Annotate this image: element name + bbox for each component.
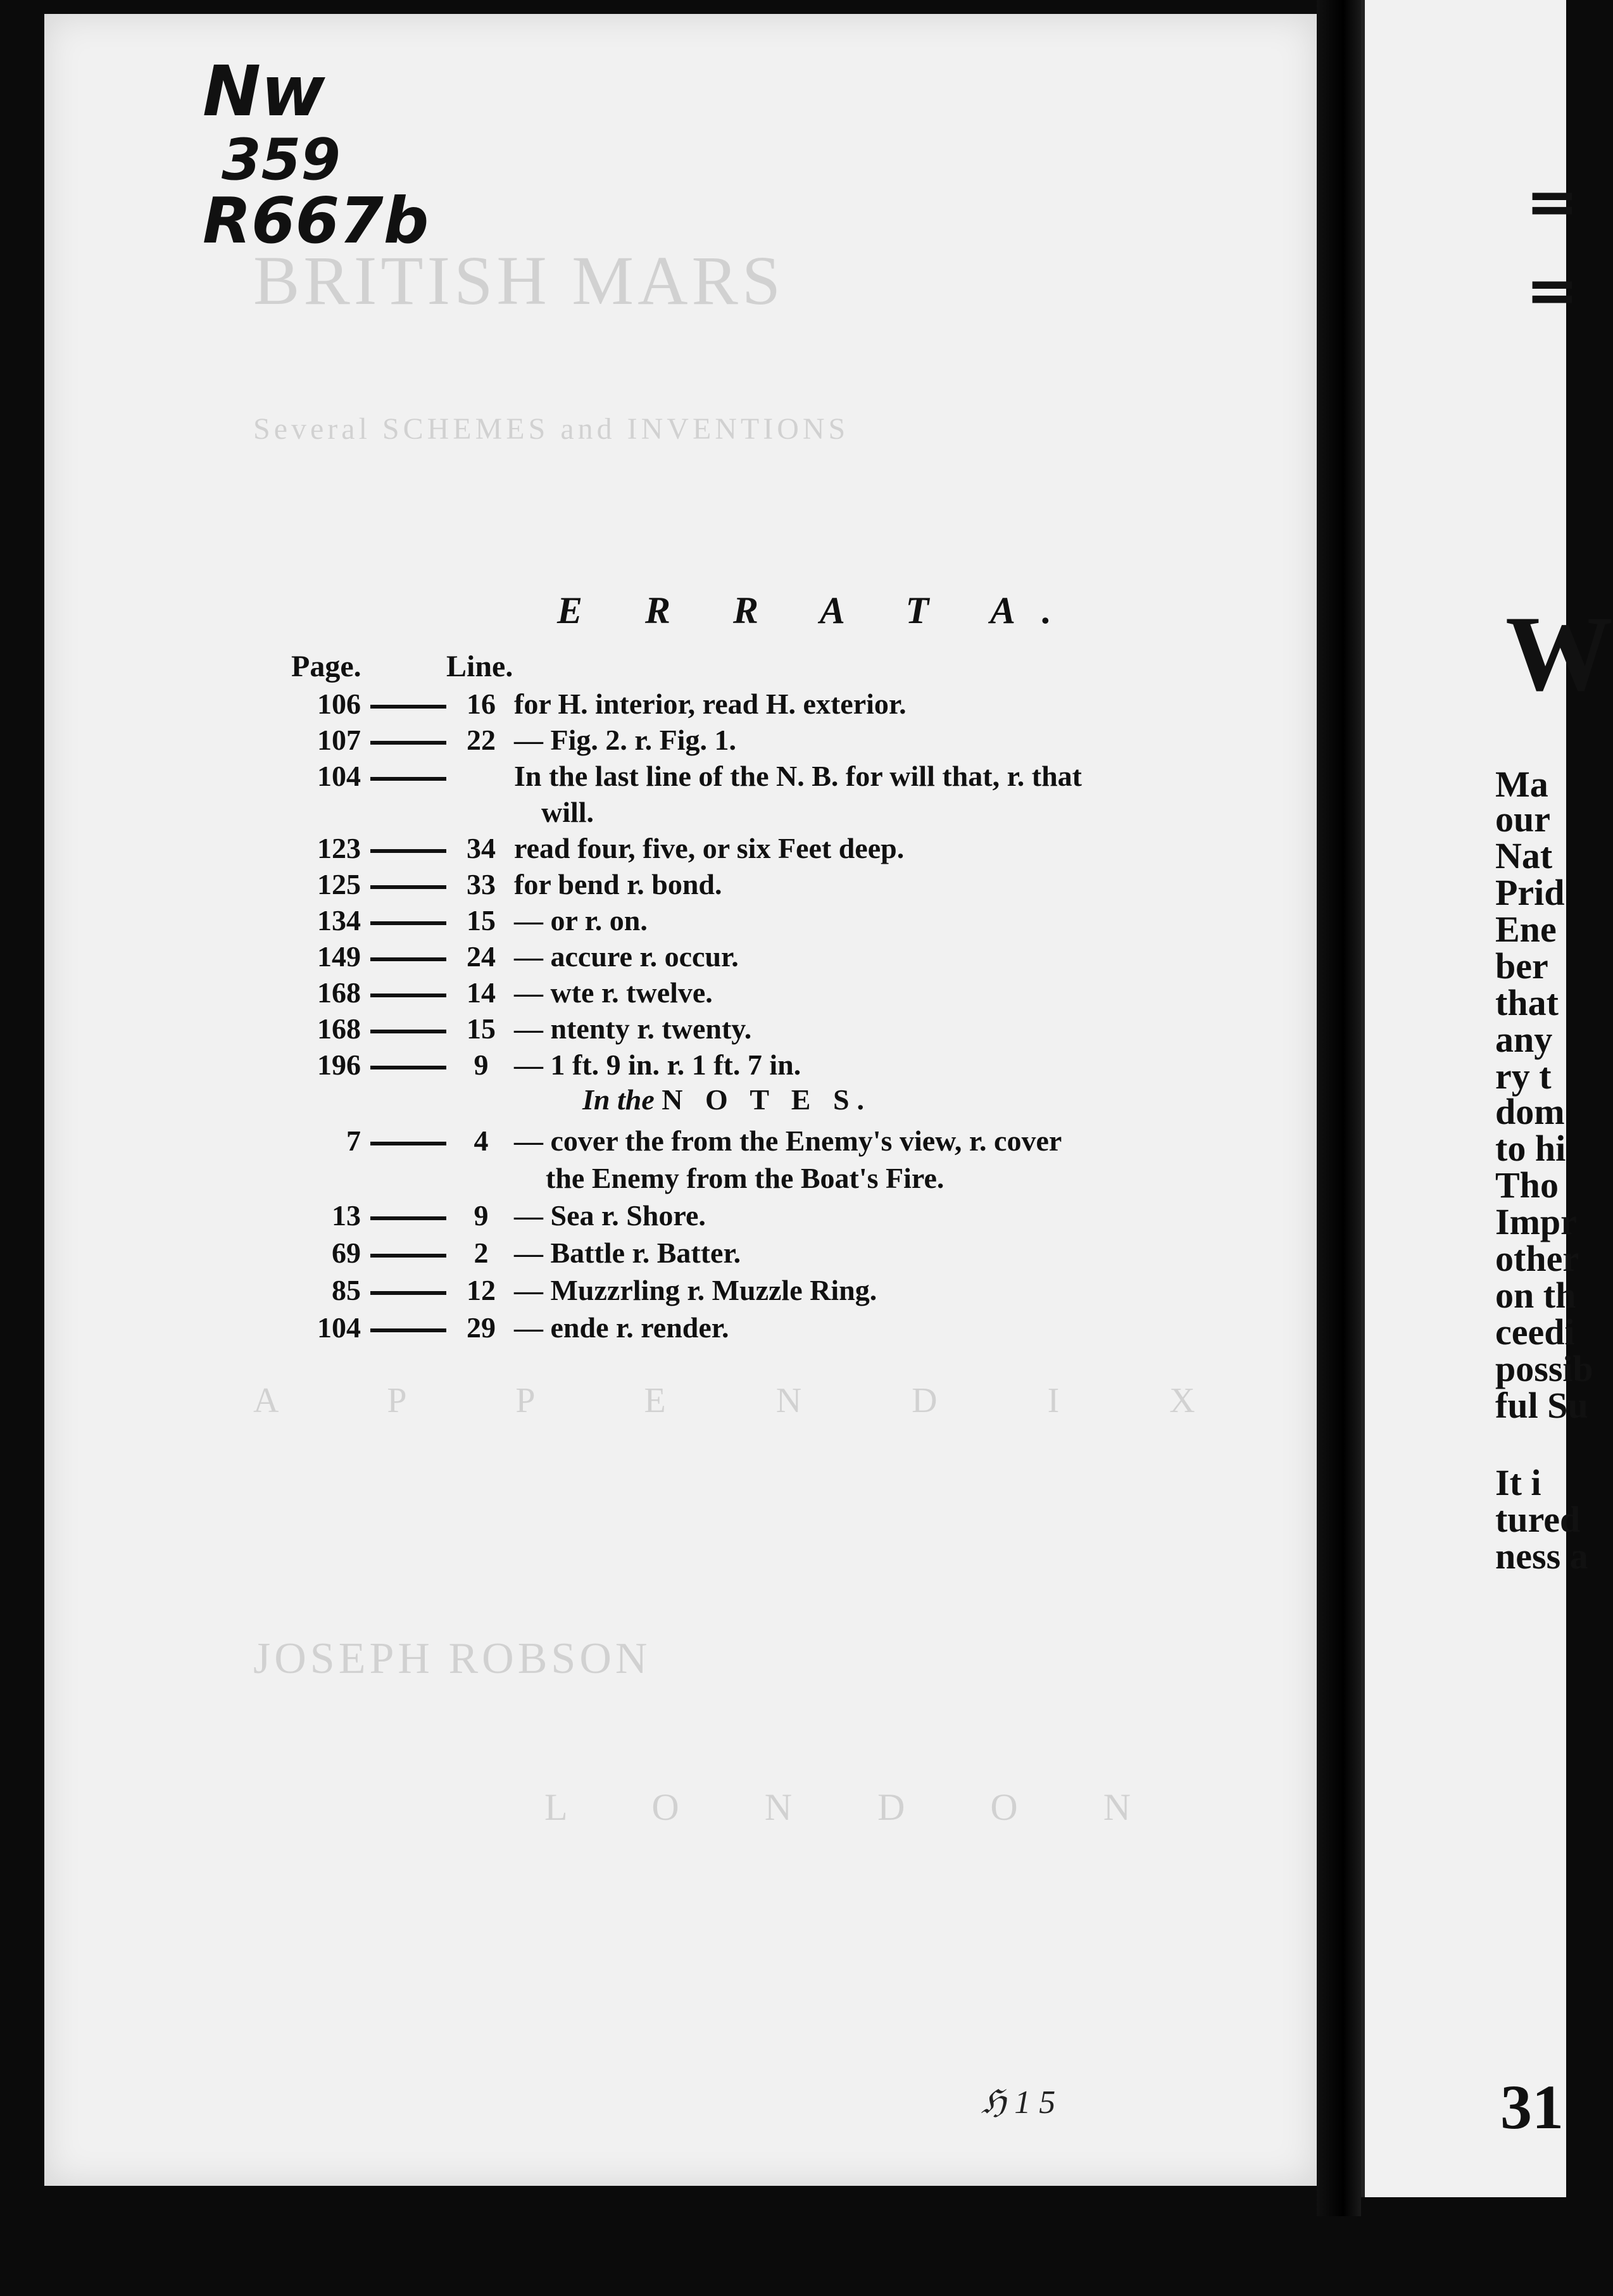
leader-rule <box>370 741 446 745</box>
right-page-line: on th <box>1495 1275 1576 1316</box>
leader-rule <box>370 1066 446 1069</box>
erratum-line: 24 <box>467 940 496 973</box>
right-page-number: 31 <box>1500 2072 1564 2142</box>
right-page-line: ful Su <box>1495 1385 1588 1426</box>
erratum-row <box>291 1273 1279 1310</box>
right-page-line: Tho <box>1495 1164 1559 1206</box>
right-page-line: ness a <box>1495 1536 1588 1577</box>
erratum-page: 69 <box>332 1237 361 1269</box>
erratum-correction: In the last line of the N. B. for will that, r. that <box>514 760 1082 792</box>
bleed-through-line: L O N D O N <box>544 1786 1169 1828</box>
erratum-page: 7 <box>346 1125 361 1157</box>
leader-rule <box>370 1216 446 1220</box>
erratum-page: 85 <box>332 1274 361 1306</box>
erratum-correction: for bend r. bond. <box>514 868 722 900</box>
leader-rule <box>370 777 446 781</box>
erratum-correction: — Battle r. Batter. <box>514 1237 741 1269</box>
leader-rule <box>370 957 446 961</box>
erratum-correction: will. <box>541 796 594 828</box>
right-page-line: Impr <box>1495 1201 1577 1242</box>
erratum-correction: — cover the from the Enemy's view, r. cover <box>514 1125 1062 1157</box>
erratum-line: 4 <box>474 1125 489 1157</box>
erratum-row <box>291 687 1279 724</box>
handwritten-shelfmark-3: R667b <box>203 184 429 258</box>
erratum-row <box>291 904 1279 940</box>
right-page-line: ry t <box>1495 1056 1552 1097</box>
rule-mark: = <box>1526 165 1579 239</box>
erratum-correction: — accure r. occur. <box>514 940 739 973</box>
right-page-line: Ma <box>1495 764 1548 805</box>
right-page-line: our <box>1495 798 1550 840</box>
line-column-header: Line. <box>446 650 513 683</box>
erratum-correction: the Enemy from the Boat's Fire. <box>546 1162 945 1194</box>
erratum-page: 104 <box>317 760 361 792</box>
right-page-line: Prid <box>1495 872 1565 913</box>
bleed-through-title: BRITISH MARS <box>253 242 785 319</box>
leader-rule <box>370 921 446 925</box>
right-page-line: possib <box>1495 1348 1593 1389</box>
leader-rule <box>370 993 446 997</box>
erratum-row <box>291 1161 1279 1198</box>
leader-rule <box>370 1030 446 1033</box>
erratum-line: 9 <box>474 1049 489 1081</box>
right-page-line: any <box>1495 1019 1553 1060</box>
right-page-line: It i <box>1495 1462 1541 1503</box>
leader-rule <box>370 849 446 853</box>
erratum-row <box>291 1236 1279 1273</box>
erratum-line: 34 <box>467 832 496 864</box>
erratum-page: 168 <box>317 976 361 1009</box>
erratum-row <box>291 940 1279 976</box>
erratum-page: 106 <box>317 688 361 720</box>
right-page-line: ber <box>1495 945 1548 987</box>
right-page-line: tured <box>1495 1499 1581 1540</box>
erratum-row <box>291 867 1279 904</box>
handwritten-shelfmark-1: Nw <box>203 51 325 132</box>
erratum-row <box>291 1124 1279 1161</box>
leader-rule <box>370 1291 446 1295</box>
right-page-line: Nat <box>1495 835 1553 876</box>
handwritten-shelfmark-2: 359 <box>222 127 341 193</box>
right-page-line: to hi <box>1495 1128 1566 1169</box>
notes-heading <box>582 1083 872 1116</box>
leader-rule <box>370 1328 446 1332</box>
erratum-line: 12 <box>467 1274 496 1306</box>
erratum-page: 107 <box>317 724 361 756</box>
erratum-correction: — Fig. 2. r. Fig. 1. <box>514 724 736 756</box>
erratum-row <box>291 1199 1279 1235</box>
erratum-line: 16 <box>467 688 496 720</box>
erratum-line: 14 <box>467 976 496 1009</box>
erratum-correction: — Muzzrling r. Muzzle Ring. <box>514 1274 877 1306</box>
bleed-through-line: Several SCHEMES and INVENTIONS <box>253 412 850 446</box>
leader-rule <box>370 885 446 889</box>
right-page-line: ceedi <box>1495 1311 1575 1353</box>
erratum-page: 13 <box>332 1199 361 1232</box>
erratum-correction: — wte r. twelve. <box>514 976 713 1009</box>
erratum-correction: — ende r. render. <box>514 1311 729 1344</box>
erratum-line: 15 <box>467 1012 496 1045</box>
erratum-correction: — 1 ft. 9 in. r. 1 ft. 7 in. <box>514 1049 801 1081</box>
erratum-row <box>291 1012 1279 1049</box>
right-page-line: dom <box>1495 1091 1565 1132</box>
erratum-page: 168 <box>317 1012 361 1045</box>
erratum-page: 196 <box>317 1049 361 1081</box>
erratum-correction: — or r. on. <box>514 904 648 937</box>
erratum-line: 29 <box>467 1311 496 1344</box>
erratum-page: 125 <box>317 868 361 900</box>
right-page-line: Ene <box>1495 909 1557 950</box>
page-column-header: Page. <box>291 650 361 683</box>
erratum-correction: — ntenty r. twenty. <box>514 1012 752 1045</box>
erratum-line: 9 <box>474 1199 489 1232</box>
erratum-page: 134 <box>317 904 361 937</box>
erratum-row <box>291 1311 1279 1347</box>
book-gutter <box>1317 0 1361 2216</box>
right-page-line: other <box>1495 1238 1579 1279</box>
leader-rule <box>370 1142 446 1145</box>
notes-heading-label: N O T E S. <box>662 1083 872 1116</box>
erratum-line: 15 <box>467 904 496 937</box>
leader-rule <box>370 705 446 709</box>
leader-rule <box>370 1254 446 1258</box>
erratum-correction: for H. interior, read H. exterior. <box>514 688 907 720</box>
erratum-correction: — Sea r. Shore. <box>514 1199 706 1232</box>
erratum-page: 104 <box>317 1311 361 1344</box>
erratum-row <box>291 759 1279 796</box>
rule-mark: = <box>1526 253 1579 327</box>
notes-heading-prefix: In the <box>582 1083 655 1116</box>
erratum-correction: read four, five, or six Feet deep. <box>514 832 905 864</box>
erratum-row <box>291 795 1279 832</box>
erratum-row <box>291 1048 1279 1085</box>
errata-title: E R R A T A. <box>557 590 1078 631</box>
bleed-through-line: A P P E N D I X <box>253 1381 1246 1420</box>
erratum-row <box>291 831 1279 868</box>
erratum-page: 149 <box>317 940 361 973</box>
erratum-row <box>291 723 1279 760</box>
erratum-row <box>291 976 1279 1012</box>
right-page-line: that <box>1495 982 1559 1023</box>
erratum-line: 33 <box>467 868 496 900</box>
bleed-through-line: JOSEPH ROBSON <box>253 1634 651 1683</box>
erratum-page: 123 <box>317 832 361 864</box>
erratum-line: 22 <box>467 724 496 756</box>
signature-mark: ℌ 1 5 <box>981 2085 1056 2121</box>
drop-initial: W <box>1505 594 1613 713</box>
erratum-line: 2 <box>474 1237 489 1269</box>
